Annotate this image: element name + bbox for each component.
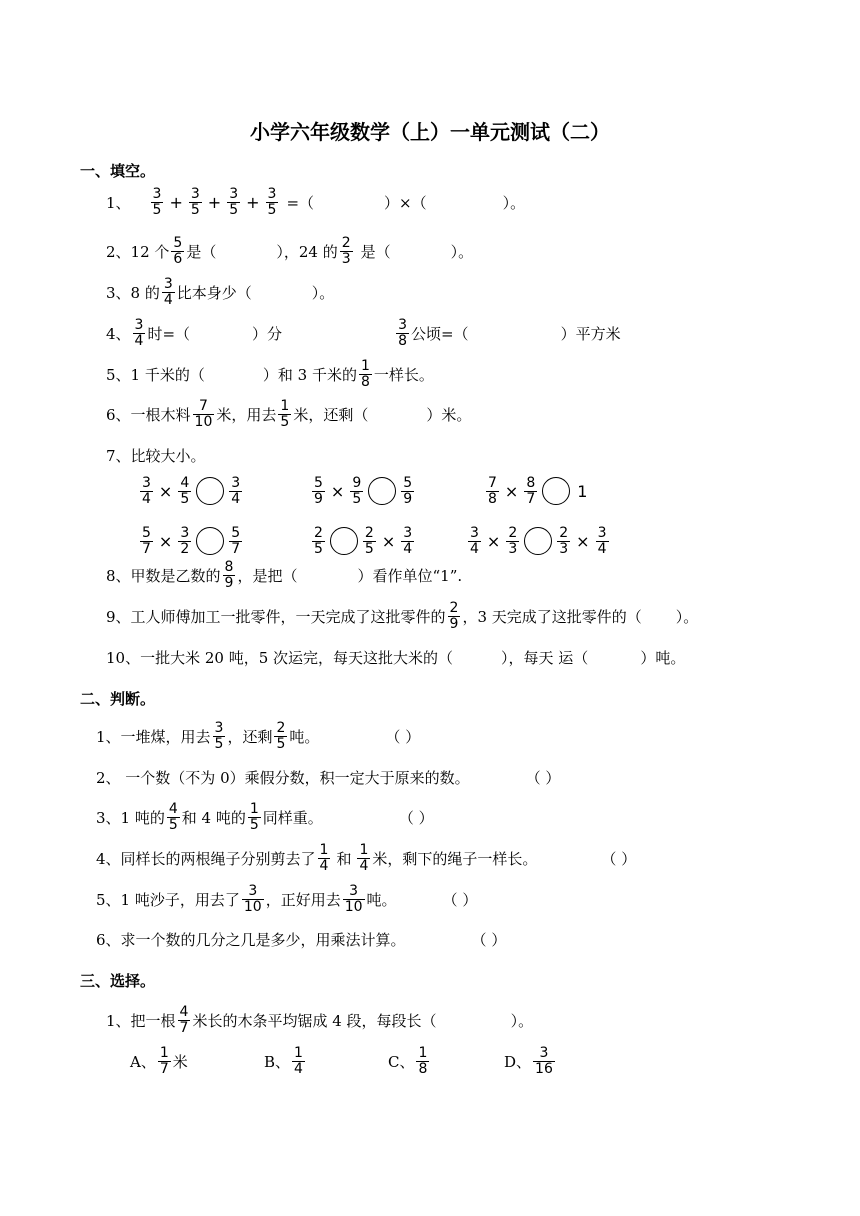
q-text: 2、12 个 bbox=[106, 242, 170, 261]
compare-circle[interactable] bbox=[196, 477, 224, 505]
plus-sign: + bbox=[207, 192, 222, 212]
question-1 bbox=[106, 185, 525, 219]
fraction: $\frac{3}{5}$ bbox=[267, 185, 277, 218]
section-heading-judge: 二、判断。 bbox=[80, 690, 156, 708]
answer-blank-close: ）。 bbox=[502, 193, 526, 212]
option-b[interactable]: B、 $\frac{1}{4}$ bbox=[264, 1044, 303, 1077]
q-text: ）平方米 bbox=[560, 324, 621, 343]
fraction: $\frac{3}{5}$ bbox=[214, 719, 224, 752]
fraction: $\frac{7}{10}$ bbox=[194, 397, 213, 430]
fraction: $\frac{3}{4}$ bbox=[134, 316, 144, 349]
option-c[interactable]: C、 $\frac{1}{8}$ bbox=[388, 1044, 428, 1077]
question-2 bbox=[106, 234, 473, 268]
compare-circle[interactable] bbox=[542, 477, 570, 505]
q-text: ），每天 运（ bbox=[501, 648, 589, 667]
answer-parens[interactable]: （ ） bbox=[601, 849, 637, 868]
q-text: 9、工人师傅加工一批零件，一天完成了这批零件的 bbox=[106, 607, 446, 626]
q-text: 1、一堆煤，用去 bbox=[96, 727, 211, 746]
choice-1 bbox=[106, 1003, 533, 1037]
q-text: ，是把（ bbox=[237, 566, 298, 585]
judge-4 bbox=[96, 841, 636, 875]
compare-circle[interactable] bbox=[368, 477, 396, 505]
answer-parens[interactable]: （ ） bbox=[471, 930, 507, 949]
answer-blank-open: =（ bbox=[286, 193, 315, 212]
q-text: 吨。 bbox=[366, 890, 397, 909]
q-text: 3、1 吨的 bbox=[96, 808, 165, 827]
question-10 bbox=[106, 640, 685, 674]
q-text: 3、8 的 bbox=[106, 283, 160, 302]
q-text: ，正好用去 bbox=[265, 890, 341, 909]
compare-item: $\frac{2}{5}$ $\frac{2}{5}$ × $\frac{3}{4}$ bbox=[314, 524, 413, 557]
q-text: 是（ bbox=[360, 242, 391, 261]
q-text: 吨。 bbox=[289, 727, 320, 746]
question-3 bbox=[106, 275, 334, 309]
q-text: ）米。 bbox=[426, 405, 472, 424]
judge-5 bbox=[96, 882, 477, 916]
judge-3 bbox=[96, 800, 434, 834]
q-text: ）。 bbox=[311, 283, 335, 302]
q-text: 米，剩下的绳子一样长。 bbox=[372, 849, 538, 868]
q-text: 8、甲数是乙数的 bbox=[106, 566, 221, 585]
q-num: 1、 bbox=[106, 193, 131, 212]
question-7-label: 7、比较大小。 bbox=[106, 447, 206, 465]
plus-sign: + bbox=[246, 192, 260, 212]
q-text: 4、同样长的两根绳子分别剪去了 bbox=[96, 849, 316, 868]
q-text: ）。 bbox=[450, 242, 474, 261]
answer-parens[interactable]: （ ） bbox=[398, 808, 434, 827]
q-text: 和 bbox=[336, 849, 352, 868]
compare-item: $\frac{7}{8}$ × $\frac{8}{7}$ 1 bbox=[488, 474, 588, 507]
fraction: $\frac{2}{9}$ bbox=[449, 599, 459, 632]
fraction: $\frac{1}{8}$ bbox=[360, 357, 370, 390]
compare-item: $\frac{3}{4}$ × $\frac{2}{3}$ $\frac{2}{3}$ × $\frac{3}{4}$ bbox=[470, 524, 607, 557]
judge-1 bbox=[96, 719, 420, 753]
fraction: $\frac{4}{7}$ bbox=[179, 1003, 189, 1036]
q-text: 5、1 千米的（ bbox=[106, 365, 205, 384]
q-text: ）分 bbox=[252, 324, 283, 343]
q-text: ，还剩 bbox=[227, 727, 273, 746]
question-4 bbox=[106, 316, 621, 350]
question-5 bbox=[106, 357, 434, 391]
q-text: ，3 天完成了这批零件的（ bbox=[462, 607, 642, 626]
section-heading-fill: 一、填空。 bbox=[80, 162, 156, 180]
q-text: 时=（ bbox=[147, 324, 191, 343]
question-9 bbox=[106, 599, 698, 633]
q-text: ）吨。 bbox=[640, 648, 686, 667]
answer-parens[interactable]: （ ） bbox=[525, 768, 561, 787]
page-title: 小学六年级数学（上）一单元测试（二） bbox=[250, 120, 610, 144]
q-text: ），24 的 bbox=[276, 242, 338, 261]
answer-parens[interactable]: （ ） bbox=[442, 890, 478, 909]
fraction: $\frac{2}{3}$ bbox=[341, 234, 351, 267]
q-text: 是（ bbox=[186, 242, 217, 261]
fraction: $\frac{3}{5}$ bbox=[229, 185, 239, 218]
q-text: 和 4 吨的 bbox=[181, 808, 246, 827]
q-text: 同样重。 bbox=[262, 808, 323, 827]
q-text: 5、1 吨沙子，用去了 bbox=[96, 890, 240, 909]
fraction: $\frac{4}{5}$ bbox=[168, 800, 178, 833]
section-heading-choice: 三、选择。 bbox=[80, 972, 156, 990]
option-d[interactable]: D、 $\frac{3}{16}$ bbox=[504, 1044, 553, 1077]
q-text: ）和 3 千米的 bbox=[262, 365, 357, 384]
q-text: 2、 一个数（不为 0）乘假分数，积一定大于原来的数。 bbox=[96, 768, 470, 787]
question-6 bbox=[106, 397, 471, 431]
q-text: 6、一根木料 bbox=[106, 405, 191, 424]
question-8 bbox=[106, 558, 462, 592]
compare-item: $\frac{3}{4}$ × $\frac{4}{5}$ $\frac{3}{4}$ bbox=[142, 474, 241, 507]
fraction: $\frac{3}{5}$ bbox=[152, 185, 162, 218]
fraction: $\frac{8}{9}$ bbox=[224, 558, 234, 591]
compare-circle[interactable] bbox=[524, 527, 552, 555]
judge-2 bbox=[96, 760, 560, 794]
compare-item: $\frac{5}{9}$ × $\frac{9}{5}$ $\frac{5}{9}$ bbox=[314, 474, 413, 507]
answer-blank-mid: ）×（ bbox=[384, 193, 427, 212]
q-text: 公顷=（ bbox=[410, 324, 469, 343]
compare-item: $\frac{5}{7}$ × $\frac{3}{2}$ $\frac{5}{7}$ bbox=[142, 524, 241, 557]
q-text: 1、把一根 bbox=[106, 1011, 176, 1030]
q-text: 6、求一个数的几分之几是多少，用乘法计算。 bbox=[96, 930, 406, 949]
q-text: 米，用去 bbox=[216, 405, 277, 424]
fraction: $\frac{3}{5}$ bbox=[190, 185, 200, 218]
q-text: 4、 bbox=[106, 324, 131, 343]
fraction: $\frac{1}{5}$ bbox=[280, 397, 290, 430]
fraction: $\frac{3}{10}$ bbox=[344, 882, 363, 915]
judge-6 bbox=[96, 922, 506, 956]
compare-circle[interactable] bbox=[330, 527, 358, 555]
q-text: 米，还剩（ bbox=[293, 405, 369, 424]
compare-circle[interactable] bbox=[196, 527, 224, 555]
fraction: $\frac{1}{4}$ bbox=[359, 841, 369, 874]
plus-sign: + bbox=[169, 192, 183, 212]
option-a[interactable]: A、 $\frac{1}{7}$ 米 bbox=[130, 1044, 188, 1077]
fraction: $\frac{1}{4}$ bbox=[319, 841, 329, 874]
fraction: $\frac{3}{8}$ bbox=[398, 316, 407, 349]
fraction: $\frac{3}{4}$ bbox=[163, 275, 173, 308]
answer-parens[interactable]: （ ） bbox=[385, 727, 421, 746]
q-text: ）。 bbox=[510, 1011, 534, 1030]
q-text: ）看作单位“1”. bbox=[357, 566, 463, 585]
fraction: $\frac{2}{5}$ bbox=[276, 719, 286, 752]
q-text: 比本身少（ bbox=[176, 283, 252, 302]
fraction: $\frac{3}{10}$ bbox=[243, 882, 262, 915]
q-text: 一样长。 bbox=[373, 365, 434, 384]
q-text: 10、一批大米 20 吨，5 次运完，每天这批大米的（ bbox=[106, 648, 454, 667]
q-text: 米长的木条平均锯成 4 段，每段长（ bbox=[192, 1011, 437, 1030]
q-text: ）。 bbox=[675, 607, 699, 626]
fraction: $\frac{1}{5}$ bbox=[249, 800, 259, 833]
fraction: $\frac{5}{6}$ bbox=[173, 234, 183, 267]
